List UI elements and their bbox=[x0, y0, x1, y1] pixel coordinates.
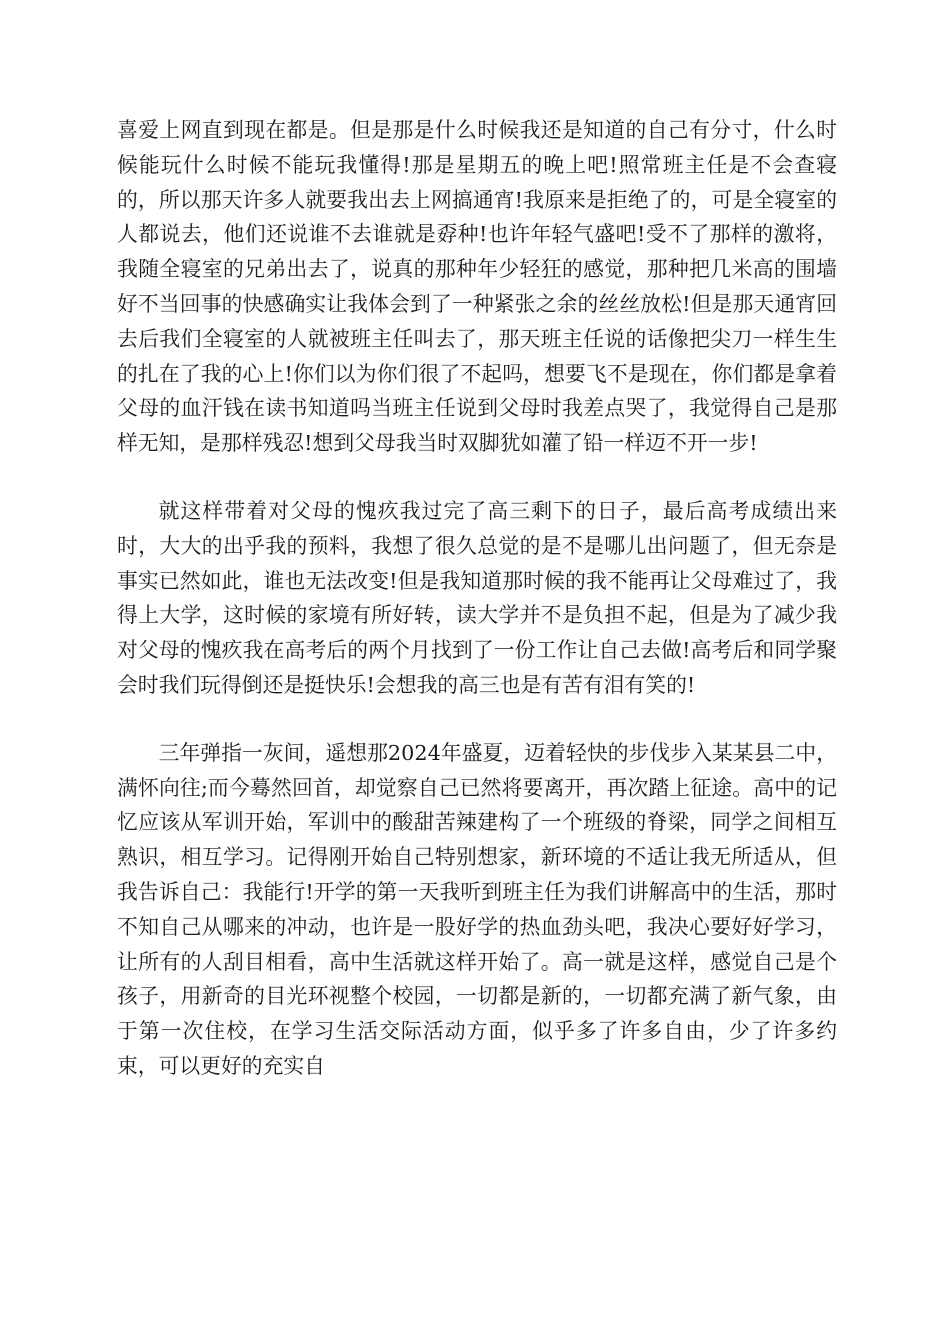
paragraph-3: 三年弹指一灰间，遥想那2024年盛夏，迈着轻快的步伐步入某某县二中，满怀向往;而今蓦然回首，却觉察自己已然将要离开，再次踏上征途。高中的记忆应该从军训开始，军训中的酸甜苦辣建构了一个班级的脊梁，同学之间相互熟识，相互学习。记得刚开始自己特别想家，新环境的不适让我无所适从，但我告诉自己：我能行!开学的第一天我听到班主任为我们讲解高中的生活，那时不知自己从哪来的冲动，也许是一股好学的热血劲头吧，我决心要好好学习，让所有的人刮目相看，高中生活就这样开始了。高一就是这样，感觉自己是个孩子，用新奇的目光环视整个校园，一切都是新的，一切都充满了新气象，由于第一次住校，在学习生活交际活动方面，似乎多了许多自由，少了许多约束，可以更好的充实自 bbox=[117, 740, 837, 1078]
paragraph-2: 就这样带着对父母的愧疚我过完了高三剩下的日子，最后高考成绩出来时，大大的出乎我的预料，我想了很久总觉的是不是哪儿出问题了，但无奈是事实已然如此，谁也无法改变!但是我知道那时候的我不能再让父母难过了，我得上大学，这时候的家境有所好转，读大学并不是负担不起，但是为了减少我对父母的愧疚我在高考后的两个月找到了一份工作让自己去做!高考后和同学聚会时我们玩得倒还是挺快乐!会想我的高三也是有苦有泪有笑的! bbox=[117, 498, 837, 697]
paragraph-1: 喜爱上网直到现在都是。但是那是什么时候我还是知道的自己有分寸，什么时候能玩什么时候不能玩我懂得!那是星期五的晚上吧!照常班主任是不会查寝的，所以那天许多人就要我出去上网搞通宵!我原来是拒绝了的，可是全寝室的人都说去，他们还说谁不去谁就是孬种!也许年轻气盛吧!受不了那样的激将，我随全寝室的兄弟出去了，说真的那种年少轻狂的感觉，那种把几米高的围墙好不当回事的快感确实让我体会到了一种紧张之余的丝丝放松!但是那天通宵回去后我们全寝室的人就被班主任叫去了，那天班主任说的话像把尖刀一样生生的扎在了我的心上!你们以为你们很了不起吗，想要飞不是现在，你们都是拿着父母的血汗钱在读书知道吗当班主任说到父母时我差点哭了，我觉得自己是那样无知，是那样残忍!想到父母我当时双脚犹如灌了铅一样迈不开一步! bbox=[117, 118, 837, 456]
document-body bbox=[117, 113, 837, 1084]
